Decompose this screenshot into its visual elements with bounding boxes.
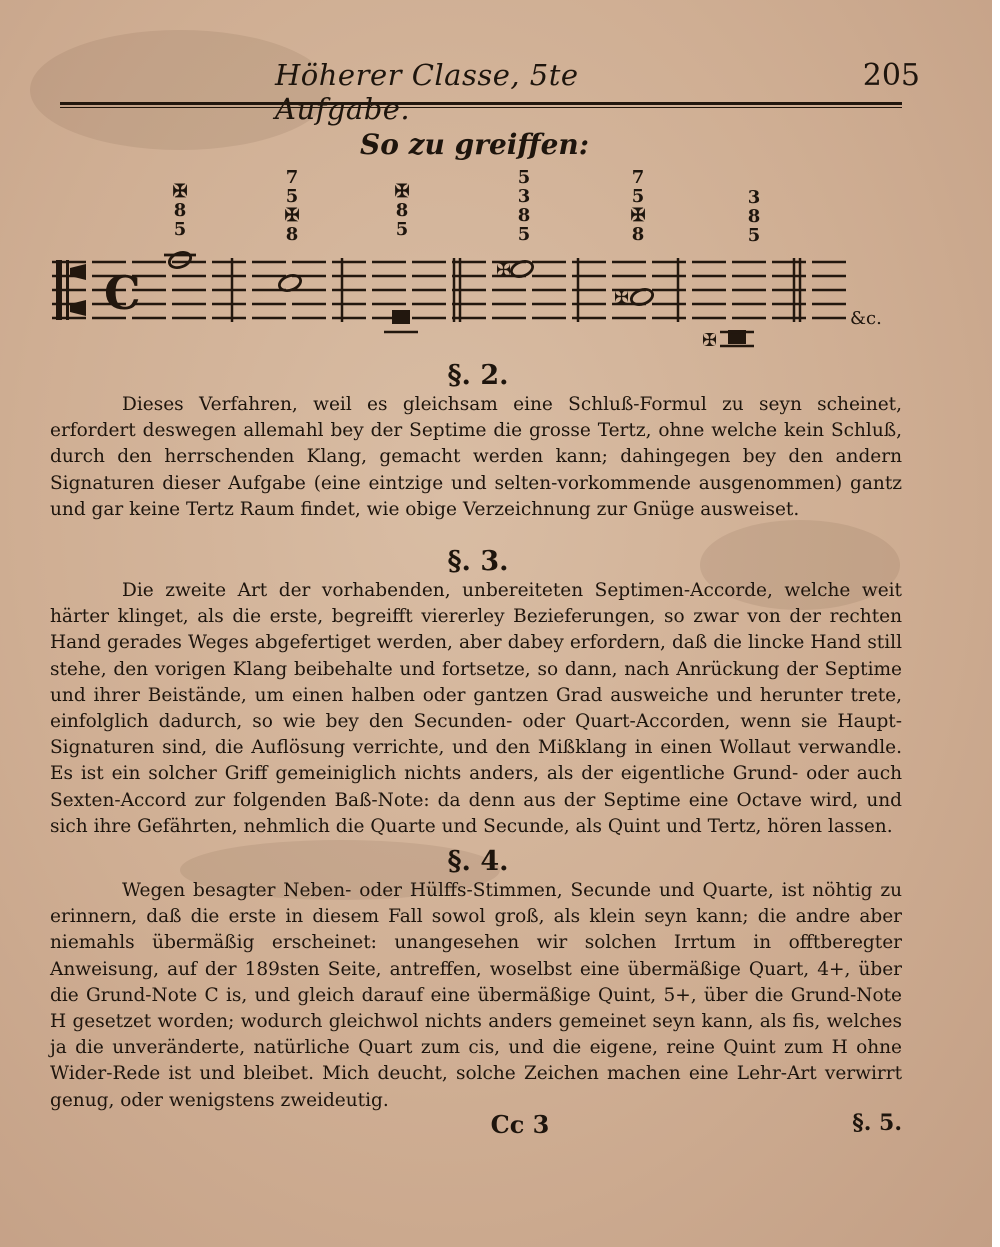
time-signature: C [104, 266, 141, 320]
figure-digit: 5 [517, 167, 531, 188]
section-number-3: §. 3. [447, 546, 509, 577]
paragraph-section-2: Dieses Verfahren, weil es gleichsam eine Schluß-Formul zu seyn scheinet, erfordert deswegen allemahl bey der Septime die grosse Tertz, ohne welche kein Schluß, durch den herrschenden Klang, gemacht werden kann; dahingegen bey den andern Signaturen dieser Aufgabe (eine eintzige und selten-vorkommende ausgenommen) gantz und gar keine Tertz Raum findet, wie obige Verzeichnung zur Gnüge ausweiset. [50, 394, 902, 520]
figure-digit: 7 [631, 167, 645, 188]
music-example [52, 168, 902, 358]
whole-note [167, 250, 192, 271]
breve-note [392, 310, 410, 324]
section-number-2: §. 2. [447, 360, 509, 391]
figure-digit: 5 [395, 219, 409, 240]
figure-column [280, 168, 304, 244]
paragraph-section-3: Die zweite Art der vorhabenden, unbereiteten Septimen-Accorde, welche weit härter klinget, als die erste, begreifft viererley Bezieferungen, so zwar von der rechten Hand gerades Weges abgefertiget werden, aber dabey erfordern, daß die lincke Hand still stehe, den vorigen Klang beibehalte und fortsetze, so dann, nach Anrückung der Septime und ihrer Beistände, um einen halben oder gantzen Grad ausweiche und herunter trete, einfolglich dadurch, so wie bey den Secunden- oder Quart-Accorden, wenn sie Haupt-Signaturen sind, die Auflösung verrichte, und den Mißklang in einen Wollaut verwandle. Es ist ein solcher Griff gemeiniglich nichts anders, als der eigentliche Grund- oder auch Sexten-Accord zur folgenden Baß-Note: da denn aus der Septime eine Octave wird, und sich ihre Gefährten, nehmlich die Quarte und Secunde, als Quint und Tertz, hören lassen. [50, 580, 902, 837]
figure-digit: 5 [631, 186, 645, 207]
signature-mark: Cc 3 [490, 1110, 550, 1139]
figure-digit: 8 [395, 200, 409, 221]
figure-digit: ✠ [394, 181, 410, 202]
figure-digit: 8 [517, 205, 531, 226]
figure-column [168, 182, 192, 239]
figure-digit: 8 [631, 224, 645, 245]
etc-mark: &c. [850, 308, 882, 329]
figure-digit: 5 [517, 224, 531, 245]
figure-digit: 8 [173, 200, 187, 221]
figure-digit: 3 [517, 186, 531, 207]
figure-digit: 5 [173, 219, 187, 240]
sharp-sign: ✠ [702, 330, 718, 351]
figure-column [626, 168, 650, 244]
figure-digit: ✠ [630, 205, 646, 226]
running-head: Höherer Classe, 5te Aufgabe. [275, 58, 579, 126]
figure-digit: 8 [285, 224, 299, 245]
figure-digit: 5 [747, 225, 761, 246]
sharp-sign: ✠ [614, 287, 630, 308]
figure-column [512, 168, 536, 244]
paragraph-section-4: Wegen besagter Neben- oder Hülffs-Stimmen, Secunde und Quarte, ist nöhtig zu erinnern, daß die erste in diesem Fall sowol groß, als klein seyn kann; die andre aber niemahls übermäßig erscheinet: unangesehen wir solchen Irrtum in offtberegter Anweisung, auf der 189sten Seite, antreffen, woselbst eine übermäßige Quart, 4+, über die Grund-Note C is, und gleich darauf eine übermäßige Quint, 5+, über die Grund-Note H gesetzet worden; wodurch gleichwol nichts anders gemeinet seyn kann, als fis, welches ja die unveränderte, natürliche Quart zum cis, und die eigene, reine Quint zum H ohne Wider-Rede ist und bleibet. Mich deucht, solche Zeichen machen eine Lehr-Art verwirrt genug, oder wenigstens zweideutig. [50, 880, 902, 1111]
figure-digit: 5 [285, 186, 299, 207]
figure-digit: 7 [285, 167, 299, 188]
section-number-4: §. 4. [447, 846, 509, 877]
figure-digit: ✠ [284, 205, 300, 226]
page-number: 205 [862, 58, 920, 93]
figure-digit: ✠ [172, 181, 188, 202]
figure-column [390, 182, 414, 239]
header-rule [60, 102, 902, 108]
figure-digit: 8 [747, 206, 761, 227]
figure-column [742, 188, 766, 245]
sharp-sign: ✠ [496, 260, 512, 281]
catchword: §. 5. [852, 1110, 902, 1136]
music-example-heading: So zu greiffen: [360, 128, 590, 161]
page-edge [992, 0, 1000, 1247]
figure-digit: 3 [747, 187, 761, 208]
